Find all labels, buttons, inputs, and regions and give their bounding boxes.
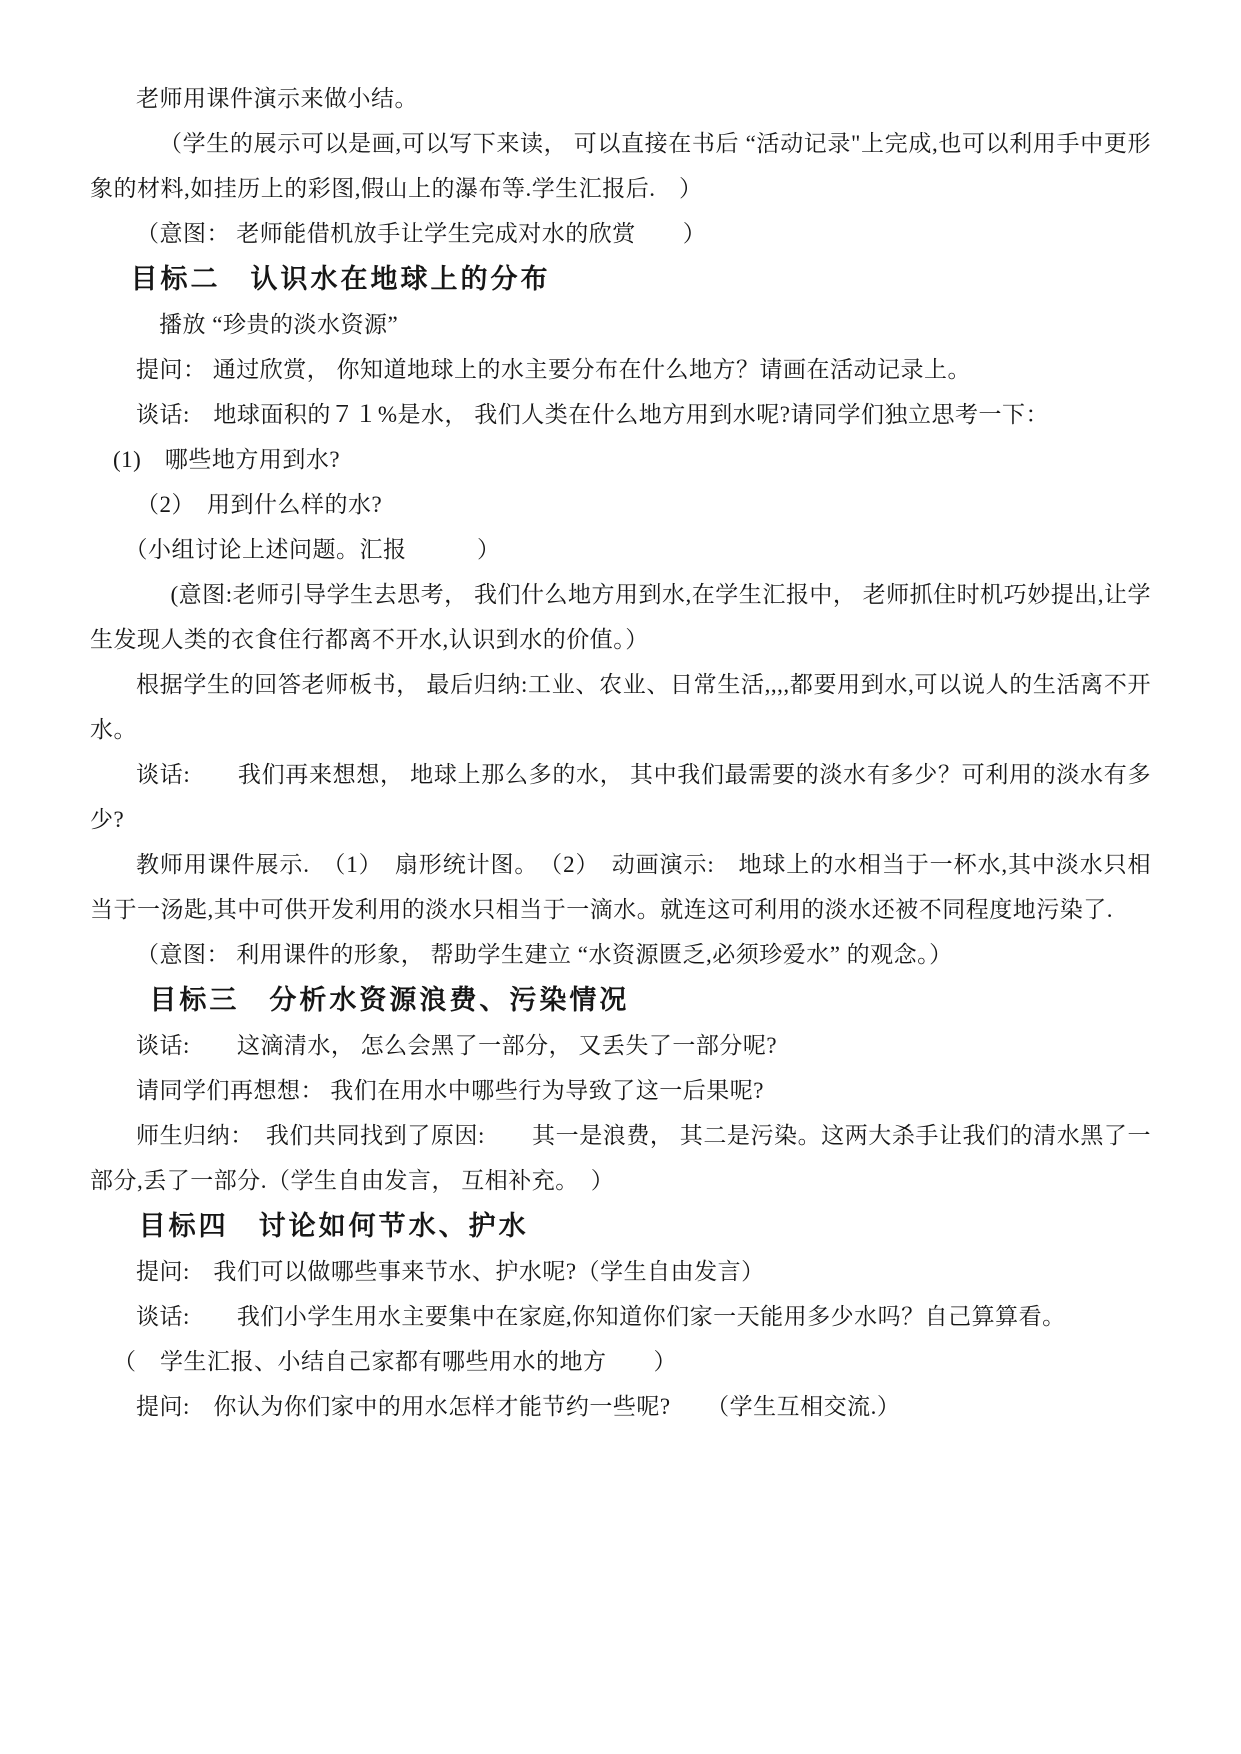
paragraph: 谈话: 我们小学生用水主要集中在家庭,你知道你们家一天能用多少水吗？自己算算看。 [136, 1304, 1066, 1329]
paragraph: 播放 “珍贵的淡水资源” [159, 312, 399, 337]
paragraph: （意图： 老师能借机放手让学生完成对水的欣赏 ） [136, 221, 707, 246]
paragraph: 谈话: 我们再来想想， 地球上那么多的水， 其中我们最需要的淡水有多少？可利用的淡水有多少? [90, 762, 1151, 832]
paragraph: （意图： 利用课件的形象， 帮助学生建立 “水资源匮乏,必须珍爱水” 的观念。） [136, 942, 953, 967]
paragraph: 教师用课件展示. （1） 扇形统计图。 （2） 动画演示: 地球上的水相当于一杯水,其中淡水只相当于一汤匙,其中可供开发利用的淡水只相当于一滴水。就连这可利用的淡水还被不同程度地污染了. [90, 852, 1151, 922]
paragraph: （小组讨论上述问题。汇报 ） [124, 537, 501, 562]
paragraph: (1) 哪些地方用到水? [113, 447, 341, 472]
paragraph: （2） 用到什么样的水? [136, 492, 383, 517]
paragraph: 提问: 我们可以做哪些事来节水、护水呢?（学生自由发言） [136, 1259, 765, 1284]
paragraph: 谈话: 地球面积的７１%是水， 我们人类在什么地方用到水呢?请同学们独立思考一下： [136, 402, 1050, 427]
paragraph: (意图:老师引导学生去思考， 我们什么地方用到水,在学生汇报中， 老师抓住时机巧妙提出,让学生发现人类的衣食住行都离不开水,认识到水的价值。） [90, 582, 1151, 652]
paragraph: 提问: 你认为你们家中的用水怎样才能节约一些呢? （学生互相交流.） [136, 1394, 901, 1419]
paragraph: 谈话: 这滴清水， 怎么会黑了一部分， 又丢失了一部分呢? [136, 1033, 778, 1058]
paragraph: 老师用课件演示来做小结。 [136, 86, 418, 111]
section-heading: 目标四 讨论如何节水、护水 [138, 1211, 529, 1241]
paragraph: 请同学们再想想： 我们在用水中哪些行为导致了这一后果呢? [136, 1078, 764, 1103]
document-body [90, 76, 1151, 1429]
paragraph: 师生归纳： 我们共同找到了原因: 其一是浪费， 其二是污染。这两大杀手让我们的清水黑了一部分,丢了一部分.（学生自由发言， 互相补充。 ） [90, 1123, 1151, 1193]
section-heading: 目标三 分析水资源浪费、污染情况 [149, 985, 630, 1015]
section-heading: 目标二 认识水在地球上的分布 [130, 264, 551, 294]
paragraph: 提问： 通过欣赏， 你知道地球上的水主要分布在什么地方？请画在活动记录上。 [136, 357, 971, 382]
paragraph: （ 学生汇报、小结自己家都有哪些用水的地方 ） [113, 1349, 677, 1374]
paragraph: （学生的展示可以是画,可以写下来读， 可以直接在书后 “活动记录"上完成,也可以利用手中更形象的材料,如挂历上的彩图,假山上的瀑布等.学生汇报后. ） [90, 131, 1151, 201]
paragraph: 根据学生的回答老师板书， 最后归纳:工业、农业、日常生活,,,,都要用到水,可以说人的生活离不开水。 [90, 672, 1151, 742]
